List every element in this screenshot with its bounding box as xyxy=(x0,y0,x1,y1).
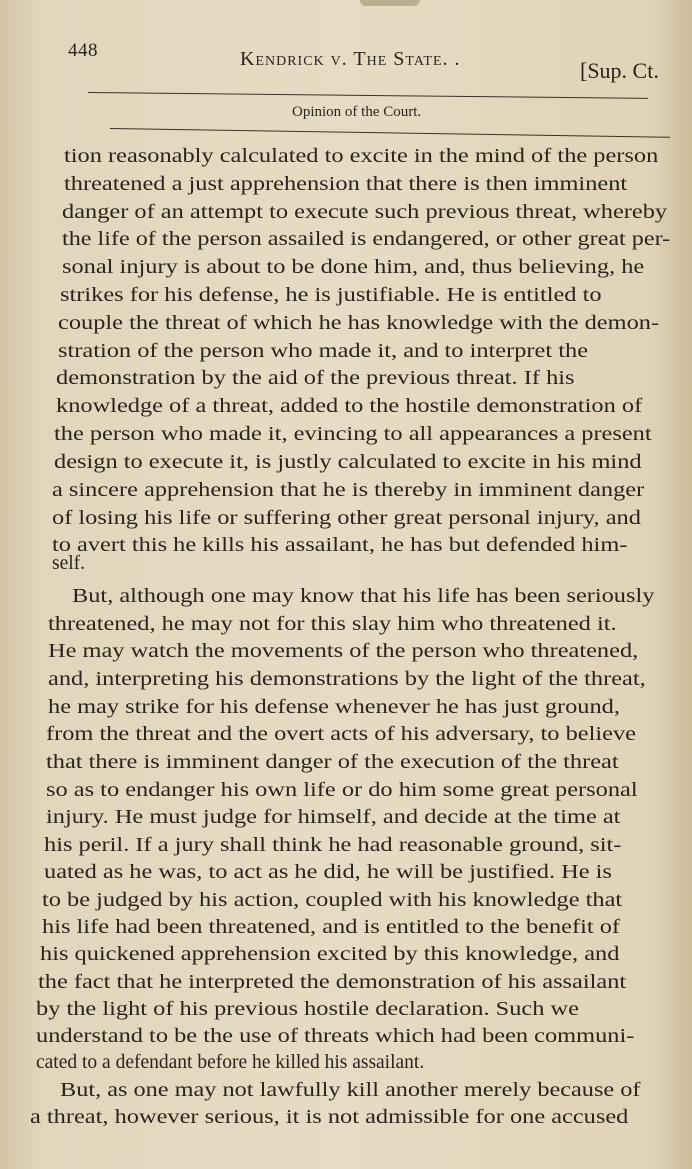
text-line: he may strike for his defense whenever he has just ground, xyxy=(48,697,620,718)
text-line: tion reasonably calculated to excite in the mind of the person xyxy=(64,146,659,167)
text-line: the life of the person assailed is endangered, or other great per- xyxy=(62,229,671,250)
text-line: by the light of his previous hostile declaration. Such we xyxy=(36,999,579,1020)
text-line: threatened, he may not for this slay him who threatened it. xyxy=(48,614,617,635)
text-line: his peril. If a jury shall think he had reasonable ground, sit- xyxy=(44,835,622,856)
court-label: [Sup. Ct. xyxy=(580,58,659,83)
text-line: his quickened apprehension excited by this knowledge, and xyxy=(40,944,620,965)
text-line: strikes for his defense, he is justifiable. He is entitled to xyxy=(60,285,602,306)
text-line: design to execute it, is justly calculated to excite in his mind xyxy=(54,452,642,473)
text-line: cated to a defendant before he killed his assailant. xyxy=(36,1052,425,1073)
text-line: so as to endanger his own life or do him some great personal xyxy=(46,780,638,801)
case-title: Kendrick v. The State. . xyxy=(240,48,461,70)
text-line: uated as he was, to act as he did, he will be justified. He is xyxy=(44,862,612,883)
text-line: to be judged by his action, coupled with his knowledge that xyxy=(42,890,623,911)
text-line: his life had been threatened, and is entitled to the benefit of xyxy=(42,917,621,938)
text-line: But, as one may not lawfully kill another merely because of xyxy=(60,1080,641,1101)
page-number: 448 xyxy=(68,40,98,61)
text-line: that there is imminent danger of the execution of the threat xyxy=(46,752,619,773)
text-line: stration of the person who made it, and to interpret the xyxy=(58,341,589,362)
text-line: self. xyxy=(52,553,86,574)
text-line: understand to be the use of threats which had been communi- xyxy=(36,1026,635,1047)
text-line: the person who made it, evincing to all appearances a present xyxy=(54,424,652,445)
text-line: sonal injury is about to be done him, and, thus believing, he xyxy=(62,257,645,278)
text-line: of losing his life or suffering other great personal injury, and xyxy=(52,508,641,529)
text-line: a sincere apprehension that he is thereby in imminent danger xyxy=(52,480,645,501)
text-line: knowledge of a threat, added to the hostile demonstration of xyxy=(56,396,643,417)
text-line: threatened a just apprehension that there is then imminent xyxy=(64,174,628,195)
text-line: He may watch the movements of the person who threatened, xyxy=(48,641,639,662)
text-line: injury. He must judge for himself, and decide at the time at xyxy=(46,807,621,828)
text-line: to avert this he kills his assailant, he has but defended him- xyxy=(52,535,628,556)
text-line: danger of an attempt to execute such previous threat, whereby xyxy=(62,202,668,223)
text-line: a threat, however serious, it is not admissible for one accused xyxy=(30,1107,629,1128)
section-label: Opinion of the Court. xyxy=(292,104,422,120)
text-line: and, interpreting his demonstrations by the light of the threat, xyxy=(48,669,646,690)
text-line: demonstration by the aid of the previous threat. If his xyxy=(56,368,575,389)
text-line: the fact that he interpreted the demonstration of his assailant xyxy=(38,972,627,993)
text-line: from the threat and the overt acts of his adversary, to believe xyxy=(46,724,636,745)
text-line: But, although one may know that his life has been seriously xyxy=(72,586,655,607)
text-line: couple the threat of which he has knowledge with the demon- xyxy=(58,313,660,334)
